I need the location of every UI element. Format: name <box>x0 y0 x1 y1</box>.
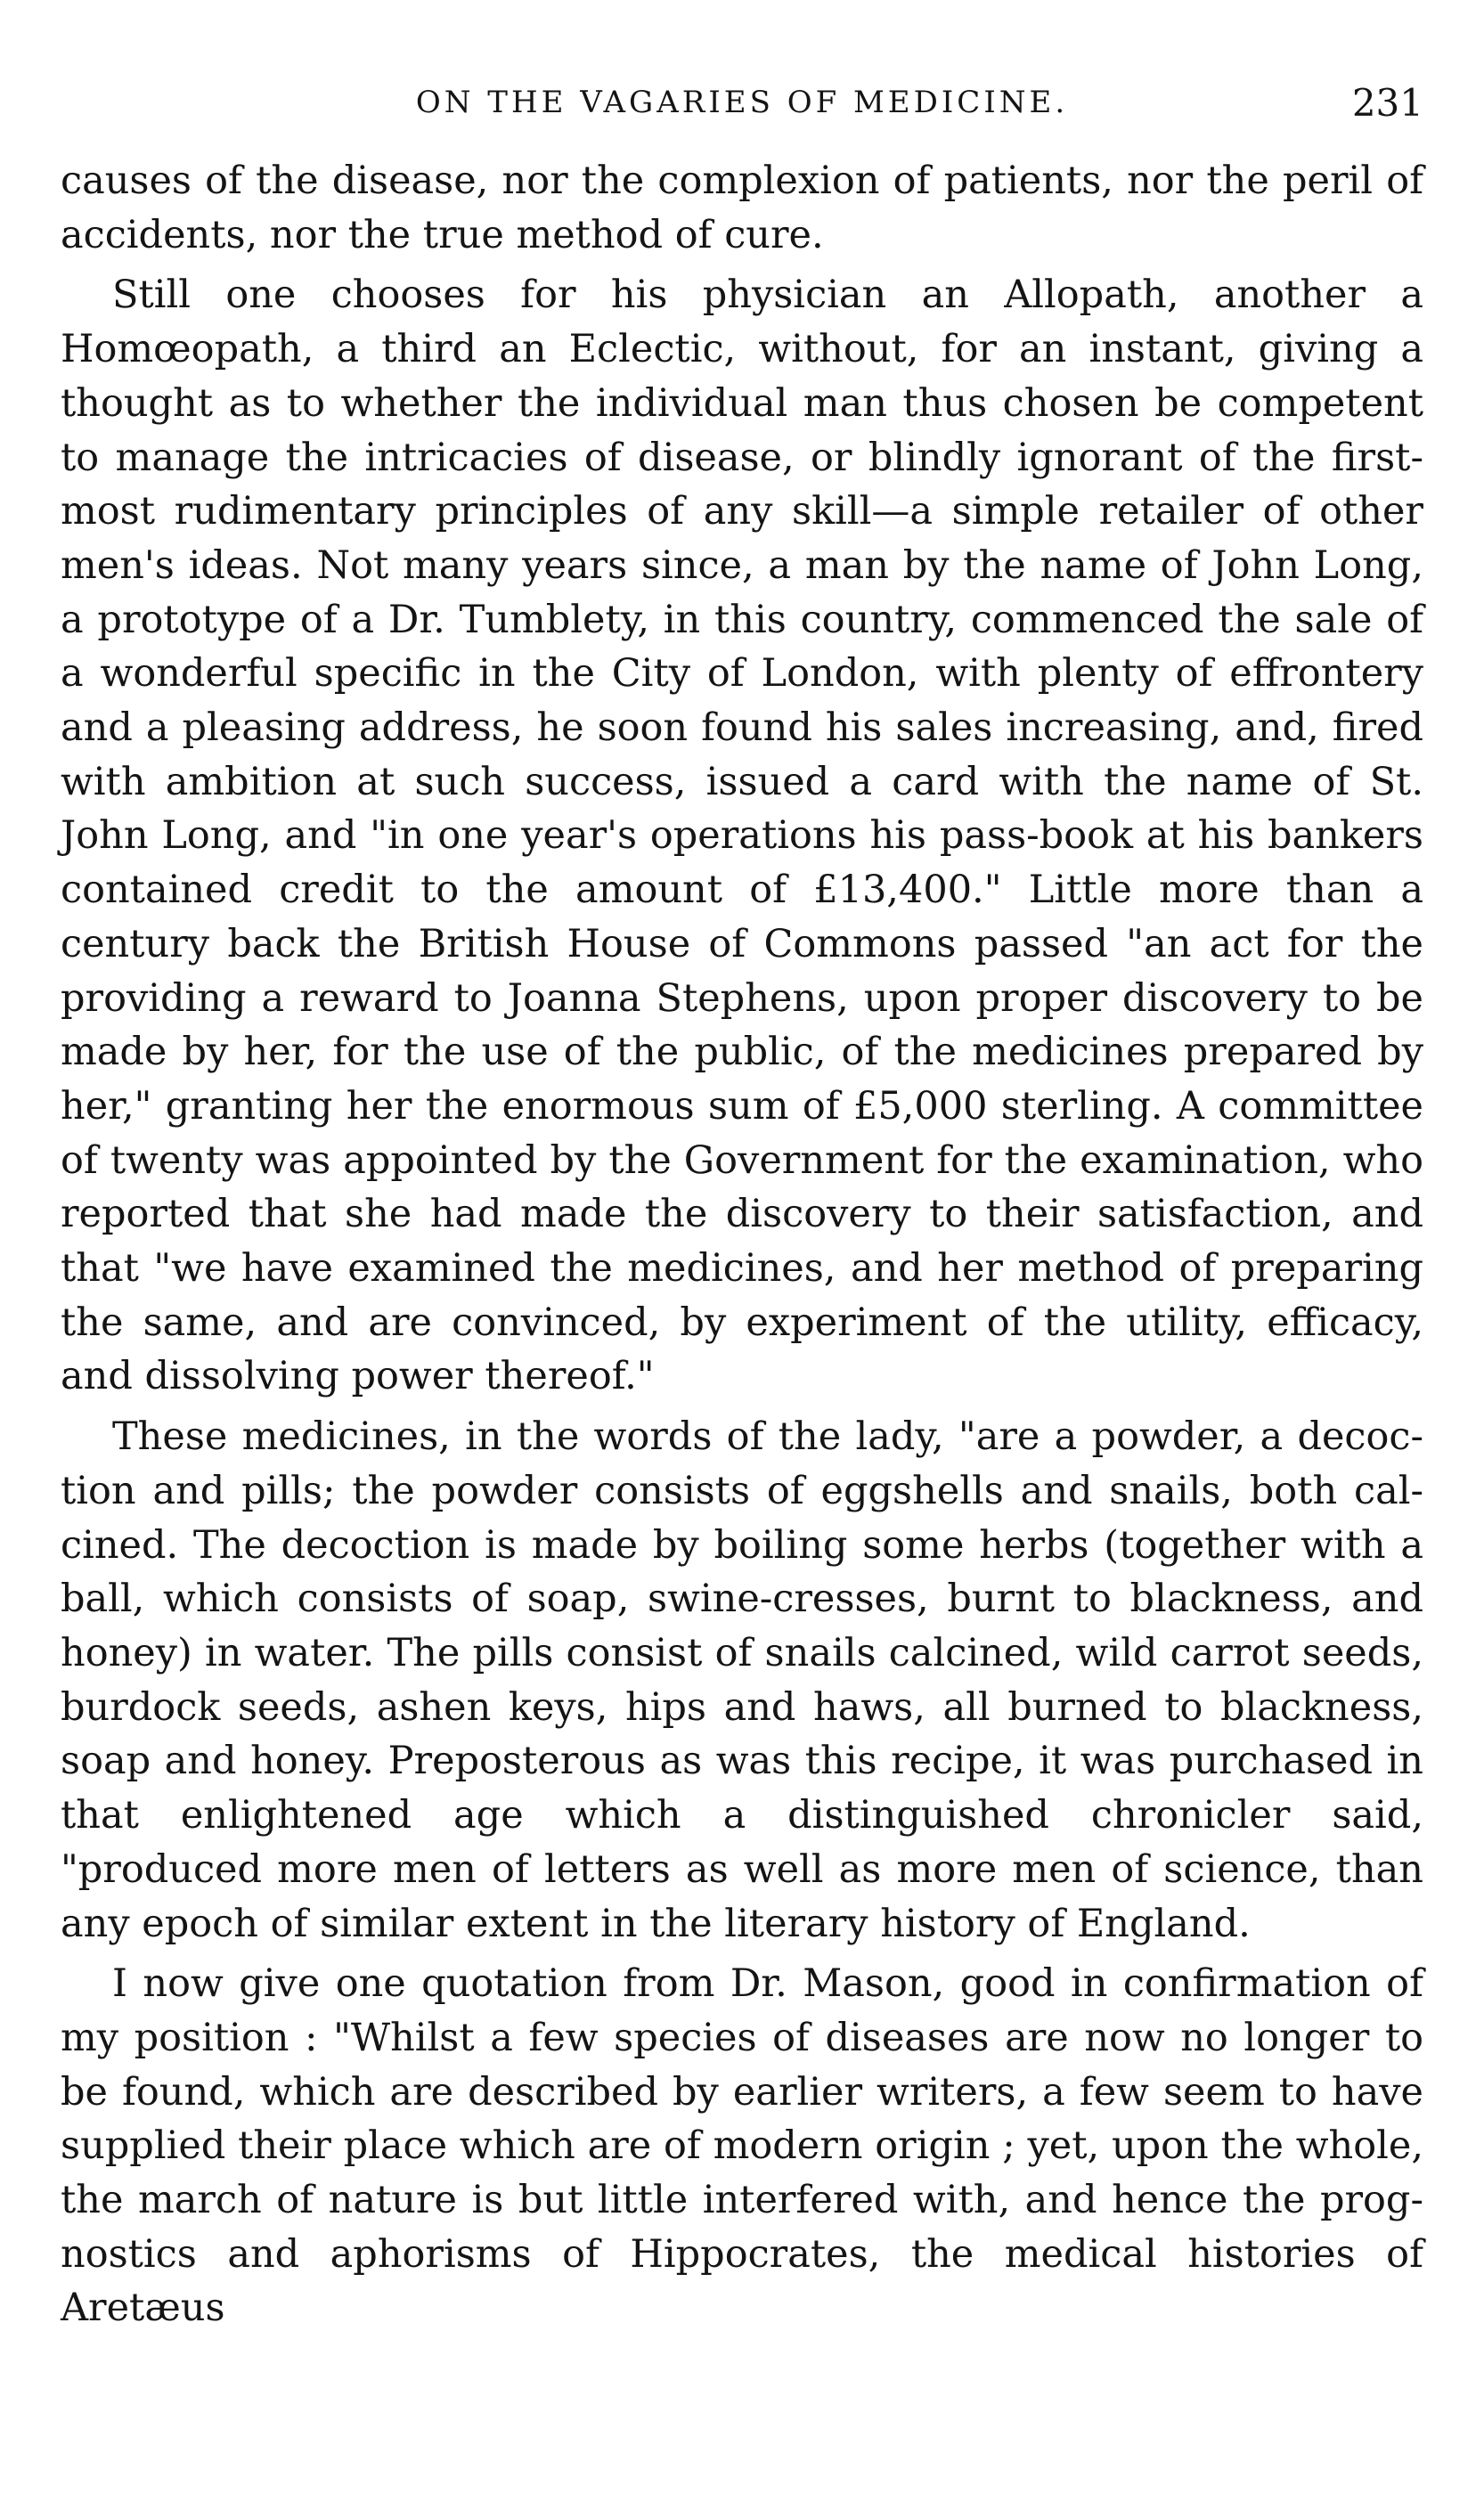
paragraph: Still one chooses for his physician an Allopath, another a Homœopath, a third an Eclectic, without, for an instant, giving a thought as to whether the individual man thus chosen be competent to manage the intricacies of disease, or blindly ignorant of the first-most rudimentary principles of any skill—a simple retailer of other men's ideas. Not many years since, a man by the name of John Long, a prototype of a Dr. Tumblety, in this country, commenced the sale of a wonderful specific in the City of London, with plenty of effrontery and a pleasing address, he soon found his sales increasing, and, fired with ambition at such success, issued a card with the name of St. John Long, and "in one year's operations his pass-book at his bankers contained credit to the amount of £13,400." Little more than a century back the British House of Commons passed "an act for the providing a reward to Joanna Stephens, upon proper discovery to be made by her, for the use of the public, of the medicines prepared by her," granting her the enormous sum of £5,000 sterling. A committee of twenty was appointed by the Government for the examination, who reported that she had made the discovery to their satisfaction, and that "we have examined the medicines, and her method of preparing the same, and are convinced, by experiment of the utility, efficacy, and dissolving power thereof." <box>61 273 1423 1399</box>
paragraph: I now give one quotation from Dr. Mason, good in confirmation of my position : "Whilst a few species of diseases are now no longer to be found, which are described by earlier writers, a few seem to have supplied their place which are of modern origin ; yet, upon the whole, the march of nature is but little interfered with, and hence the prognostics and aphorisms of Hippocrates, the medical histories of Aretæus <box>61 1961 1423 2331</box>
paragraph-continued: causes of the disease, nor the complexion of patients, nor the peril of accidents, nor the true method of cure. <box>61 159 1423 257</box>
body-text <box>61 154 1423 2335</box>
running-head <box>61 81 1423 147</box>
running-title: ON THE VAGARIES OF MEDICINE. <box>415 85 1069 120</box>
book-page <box>61 81 1423 2342</box>
page-number: 231 <box>1351 81 1423 125</box>
paragraph: These medicines, in the words of the lady, "are a powder, a decoction and pills; the powder consists of eggshells and snails, both calcined. The decoction is made by boiling some herbs (together with a ball, which consists of soap, swine-cresses, burnt to blackness, and honey) in water. The pills consist of snails calcined, wild carrot seeds, burdock seeds, ashen keys, hips and haws, all burned to blackness, soap and honey. Preposterous as was this recipe, it was purchased in that enlightened age which a distinguished chronicler said, "produced more men of letters as well as more men of science, than any epoch of similar extent in the literary history of England. <box>61 1414 1423 1946</box>
